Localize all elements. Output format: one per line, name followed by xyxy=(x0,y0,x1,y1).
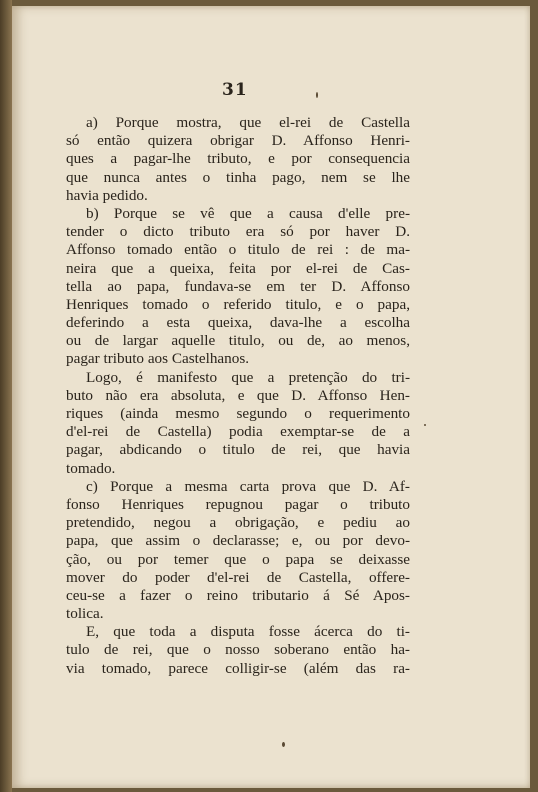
text-line: Affonso tomado então o titulo de rei : de ma- xyxy=(66,241,410,259)
text-line: tomado. xyxy=(66,459,116,477)
text-line: ção, ou por temer que o papa se deixasse xyxy=(66,550,410,568)
text-line: E, que toda a disputa fosse ácerca do ti- xyxy=(86,623,410,641)
text-line: pagar tributo aos Castelhanos. xyxy=(66,350,250,368)
text-line: pagar, abdicando o titulo de rei, que havia xyxy=(66,441,410,459)
text-line: via tomado, parece colligir-se (além das ra- xyxy=(66,659,410,677)
text-line: tulo de rei, que o nosso soberano então ha- xyxy=(66,641,410,659)
text-line: deferindo a esta queixa, dava-lhe a escolha xyxy=(66,314,410,332)
text-line: Logo, é manifesto que a pretenção do tri- xyxy=(86,368,410,386)
text-line: tolica. xyxy=(66,605,104,623)
text-line: mover do poder d'el-rei de Castella, offere- xyxy=(66,568,410,586)
book-spine xyxy=(0,0,12,792)
text-line: Henriques tomado o referido titulo, e o papa, xyxy=(66,295,410,313)
text-line: ceu-se a fazer o reino tributario á Sé Apos- xyxy=(66,586,410,604)
text-line: só então quizera obrigar D. Affonso Henri- xyxy=(66,132,410,150)
text-line: a) Porque mostra, que el-rei de Castella xyxy=(86,114,410,131)
page-number: 31 xyxy=(222,80,248,100)
body-text xyxy=(66,114,410,678)
text-line: ou de largar aquelle titulo, ou de, ao menos, xyxy=(66,332,410,350)
text-line: ques a pagar-lhe tributo, e por consequencia xyxy=(66,150,410,168)
text-line: neira que a queixa, feita por el-rei de Cas- xyxy=(66,259,410,277)
text-line: buto não era absoluta, e que D. Affonso Hen- xyxy=(66,386,410,404)
text-line: d'el-rei de Castella) podia exemptar-se de a xyxy=(66,423,410,441)
text-line: papa, que assim o declarasse; e, ou por devo- xyxy=(66,532,410,550)
text-line: riques (ainda mesmo segundo o requerimento xyxy=(66,405,410,422)
text-line: c) Porque a mesma carta prova que D. Af- xyxy=(86,477,410,495)
text-line: havia pedido. xyxy=(66,186,148,204)
text-line: tender o dicto tributo era só por haver D. xyxy=(66,223,410,241)
paper-speck xyxy=(424,424,426,426)
text-line: tella ao papa, fundava-se em ter D. Affonso xyxy=(66,277,410,295)
text-line: fonso Henriques repugnou pagar o tributo xyxy=(66,495,410,513)
text-line: pretendido, negou a obrigação, e pediu ao xyxy=(66,514,410,532)
paper-speck xyxy=(282,742,285,747)
paper-speck xyxy=(316,92,318,98)
text-line: b) Porque se vê que a causa d'elle pre- xyxy=(86,204,410,222)
text-line: que nunca antes o tinha pago, nem se lhe xyxy=(66,168,410,186)
